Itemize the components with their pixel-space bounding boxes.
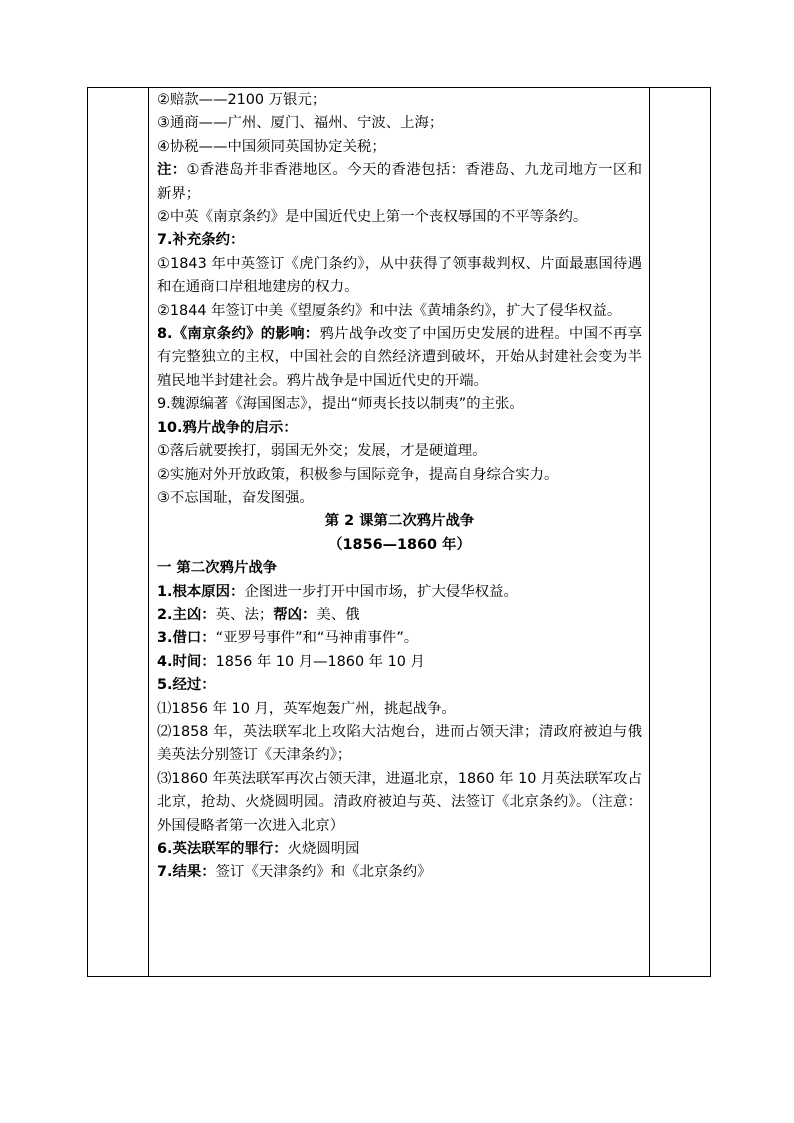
nanjing-treaty-impact xyxy=(157,323,642,393)
main-culprit-text: 英、法； xyxy=(215,606,274,623)
crimes-label: 6.英法联军的罪行： xyxy=(157,841,288,857)
section-heading: 一 第二次鸦片战争 xyxy=(157,560,278,577)
lesson-title: 第 2 课第二次鸦片战争 xyxy=(324,513,475,530)
pretext-line xyxy=(157,627,642,650)
table-content-cell xyxy=(157,89,642,885)
process-1: ⑴1856 年 10 月，英军炮轰广州，挑起战争。 xyxy=(157,700,456,717)
pretext-label: 3.借口： xyxy=(157,630,216,647)
result-text: 签订《天津条约》和《北京条约》 xyxy=(215,864,432,881)
result-label: 7.结果： xyxy=(157,864,216,881)
result-line xyxy=(157,861,642,884)
note-text: ①香港岛并非香港地区。今天的香港包括：香港岛、九龙司地方一区和新界； xyxy=(157,162,642,202)
lesson-3: ③不忘国耻，奋发图强。 xyxy=(157,489,314,506)
root-cause-line xyxy=(157,581,642,604)
culprits-line xyxy=(157,604,642,627)
pretext-text: “亚罗号事件”和“马神甫事件”。 xyxy=(215,630,419,647)
impact-text: 鸦片战争改变了中国历史发展的进程。中国不再享有完整独立的主权，中国社会的自然经济遭到破坏，开始从封建社会变为半殖民地半封建社会。鸦片战争是中国近代史的开端。 xyxy=(157,326,642,389)
heading-lessons: 10.鸦片战争的启示： xyxy=(157,419,298,436)
heading-process: 5.经过： xyxy=(157,677,216,694)
humen-treaty-line: ①1843 年中英签订《虎门条约》，从中获得了领事裁判权、片面最惠国待遇和在通商口岸租地建房的权力。 xyxy=(157,255,642,296)
note-nanjing-treaty: ②中英《南京条约》是中国近代史上第一个丧权辱国的不平等条约。 xyxy=(157,209,588,226)
wangxia-huangpu-line: ②1844 年签订中美《望厦条约》和中法《黄埔条约》，扩大了侵华权益。 xyxy=(157,302,622,319)
lesson-years: （1856—1860 年） xyxy=(328,536,471,553)
time-text: 1856 年 10 月—1860 年 10 月 xyxy=(215,653,425,670)
table-column-divider-left xyxy=(148,88,149,976)
main-culprit-label: 2.主凶： xyxy=(157,606,216,623)
note-label: 注： xyxy=(157,162,187,179)
weiyuan-line: 9.魏源编著《海国图志》，提出“师夷长技以制夷”的主张。 xyxy=(157,396,524,413)
accomplice-text: 美、俄 xyxy=(316,606,360,623)
heading-supplementary-treaties: 7.补充条约： xyxy=(157,232,245,249)
root-cause-text: 企图进一步打开中国市场，扩大侵华权益。 xyxy=(244,583,518,600)
accomplice-label: 帮凶： xyxy=(273,606,317,623)
table-column-divider-right xyxy=(649,88,650,976)
tariff-line: ④协税——中国须同英国协定关税； xyxy=(157,138,386,155)
trade-ports-line: ③通商——广州、厦门、福州、宁波、上海； xyxy=(157,115,444,132)
root-cause-label: 1.根本原因： xyxy=(157,583,245,600)
time-line xyxy=(157,651,642,674)
process-3: ⑶1860 年英法联军再次占领天津，进逼北京，1860 年 10 月英法联军攻占北京，抢劫、火烧圆明园。清政府被迫与英、法签订《北京条约》。（注意：外国侵略者第一次进入北京） xyxy=(157,770,642,834)
note-hongkong xyxy=(157,159,642,206)
indemnity-line: ②赔款——2100 万银元； xyxy=(157,92,327,108)
crimes-text: 火烧圆明园 xyxy=(287,841,360,857)
time-label: 4.时间： xyxy=(157,653,216,670)
lesson-2: ②实施对外开放政策，积极参与国际竞争，提高自身综合实力。 xyxy=(157,466,559,483)
impact-label: 8.《南京条约》的影响： xyxy=(157,326,320,343)
process-2: ⑵1858 年，英法联军北上攻陷大沽炮台，进而占领天津；清政府被迫与俄美英法分别签订《天津条约》； xyxy=(157,723,642,764)
lesson-1: ①落后就要挨打，弱国无外交；发展，才是硬道理。 xyxy=(157,443,487,460)
crimes-line xyxy=(157,838,642,861)
